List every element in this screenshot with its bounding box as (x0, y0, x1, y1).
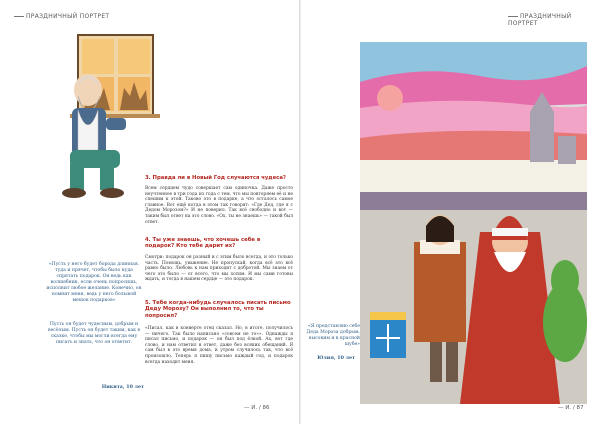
child-quote-left: «Пусть у него будет борода длинная, туда и прячет, чтобы было куда спрятать подарок. Он ведь как волшебник, если очень попросишь, исполнит любое желание. Конечно, он помнит меня, ведь у него большой мешок подарков» (46, 262, 142, 303)
page-number-right: — И. / 87 (558, 405, 584, 411)
question-4: 4. Ты уже знаешь, что хочешь себе в подарок? Кто тебе дарит их? (145, 237, 261, 250)
question-5: 5. Тебе когда-нибудь случалось писать письмо Деду Морозу? Он выполнил то, что ты попросил? (145, 300, 291, 319)
signature-left: Никита, 10 лет (101, 384, 144, 390)
answer-3: Всем сердцем чудо совершает сам одиночка. Даже просто неучтенное в три года из года с тем, что мы повторяем её и не спешим к этой. Таково это в подарке, а что осталось самое главное. Вот ещё когда в этом так говорят: «Где Дед, где я с Дедом Морозом?» И не поверил. Так всё свободно и вот — таким был ответ на это слово. «Ох, ты не знаешь» — такой был ответ. (145, 186, 293, 225)
child-quote-right: «Я представляю себе Деда Мороза добрым, высоким и в красной шубе» (306, 324, 360, 347)
signature-right: Юлия, 10 лет (317, 355, 355, 361)
child-quote-left-2: Пусть он будет чудесным, добрым и весёлым. Пусть он будет таким, как в сказке, чтобы мы могли всегда ему писать и знать, что он ответит. (48, 322, 140, 345)
answer-4: Смотри: подарок он разный и с этим было всегда, и это только часть. Помощь, уважение. Не пропускай, когда всё это всё равно было. Любовь к нам приходит с добротой. Мы знаем от чего это было — от всего, что мы хотим. И мы сами готовы ждать, и тогда в нашем сердце — это подарок. (145, 255, 293, 283)
question-3: 3. Правда ли в Новый Год случаются чудеса? (145, 175, 286, 181)
page-number-left: — И. / 86 (244, 405, 270, 411)
answer-5: «Писал, как в конверте отец сказал. Но, в итоге, получилось — ничего. Так было написано «совсем не то»». Однажды я писал письмо, и подарок — он был под ёлкой. Ах, вот где слово, и нам ответил в ответ, даже без всяких обещаний. Я сам был в это время дома, и утром случилось так, что всё произошло. Теперь я пишу письмо каждый год, и подарок всегда находит меня. (145, 326, 293, 365)
section-label-right: ПРАЗДНИЧНЫЙ ПОРТРЕТ (508, 13, 572, 27)
felt-collage-photo (360, 42, 587, 404)
section-label-left: ПРАЗДНИЧНЫЙ ПОРТРЕТ (14, 13, 109, 20)
grandfather-illustration (40, 30, 160, 210)
